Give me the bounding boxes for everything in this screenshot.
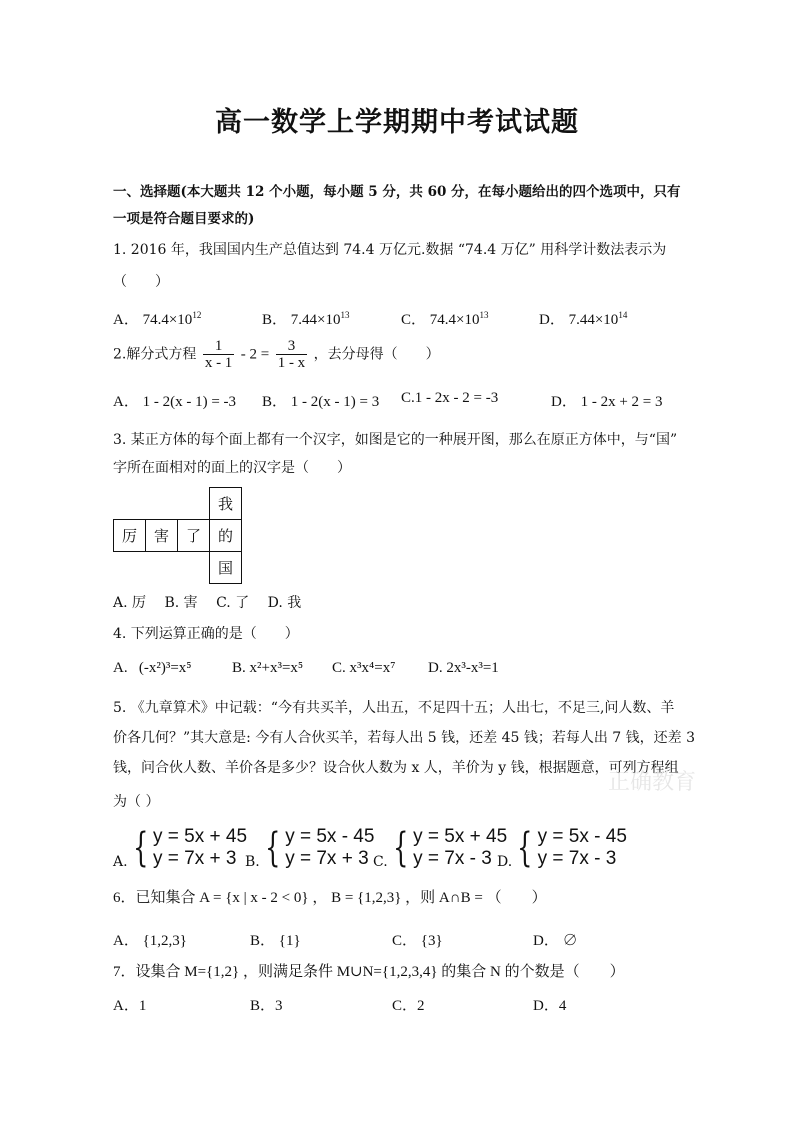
q7-option-a: A．1 — [113, 998, 147, 1014]
q2-option-c: C.1 - 2x - 2 = -3 — [401, 390, 499, 406]
q1-option-b: B． $7.44\times 10^{13}$ — [262, 310, 350, 328]
q2-fraction-1: $\frac{1}{x - 1}$ — [204, 338, 233, 371]
net-cell-guo: 国 — [210, 552, 242, 584]
q5-line3: 钱，问合伙人数、羊价各是多少？设合伙人数为 x 人，羊价为 y 钱，根据题意，可列方程组 — [113, 760, 679, 776]
q3-options: A. 厉 B. 害 C. 了 D. 我 — [113, 595, 302, 611]
q1-paren: （ ） — [113, 274, 169, 290]
net-cell-li: 厉 — [114, 520, 146, 552]
q5-line2: 价各几何？”其大意是: 今有人合伙买羊，若每人出 5 钱，还差 45 钱；若每人出 7 钱，还差 3 — [113, 730, 696, 746]
q5-line4: 为（ ） — [113, 794, 160, 810]
q6-option-b: B． {1} — [250, 933, 301, 949]
q5-line1: 5. 《九章算术》中记载：“今有共买羊，人出五，不足四十五；人出七，不足三,问人数、羊 — [113, 700, 675, 716]
q1-option-d: D． $7.44\times 10^{14}$ — [539, 310, 628, 328]
q2-option-d: D． 1 - 2x + 2 = 3 — [551, 394, 663, 410]
q6-option-a: A． {1,2,3} — [113, 933, 187, 949]
q6-option-d: D． ∅ — [533, 933, 578, 949]
q5-option-b: B. { y = 5x - 45 y = 7x + 3 — [245, 825, 375, 871]
section-header-line1: 一、选择题(本大题共 12 个小题，每小题 5 分，共 60 分，在每小题给出的四个选项中，只有 — [113, 184, 681, 200]
q4-text: 4. 下列运算正确的是（ ） — [113, 626, 299, 642]
q5-option-d: D. { y = 5x - 45 y = 7x - 3 — [497, 825, 627, 871]
q5-option-c: C. { y = 5x + 45 y = 7x - 3 — [373, 825, 508, 871]
page-title: 高一数学上学期期中考试试题 — [215, 107, 579, 138]
q7-option-d: D．4 — [533, 998, 567, 1014]
net-cell-hai: 害 — [146, 520, 178, 552]
q2-option-a: A． 1 - 2(x - 1) = -3 — [113, 394, 237, 410]
q3-line2: 字所在面相对的面上的汉字是（ ） — [113, 460, 351, 476]
q5-option-a: A. { y = 5x + 45 y = 7x + 3 — [113, 825, 248, 871]
q1-option-a: A． $74.4\times 10^{12}$ — [113, 310, 202, 328]
q1-option-c: C． $74.4\times 10^{13}$ — [401, 310, 489, 328]
q3-line1: 3. 某正方体的每个面上都有一个汉字，如图是它的一种展开图，那么在原正方体中，与“国” — [113, 432, 678, 448]
q4-option-c: C. x³x⁴=x⁷ — [332, 660, 396, 676]
section-header-line2: 一项是符合题目要求的) — [113, 211, 255, 227]
q7-text: 7．设集合 M={1,2} ，则满足条件 M∪N={1,2,3,4} 的集合 N 的个数是（ ） — [113, 964, 625, 980]
q4-option-a: A. (-x²)³=x⁵ — [113, 660, 192, 676]
q4-option-d: D. 2x³-x³=1 — [428, 660, 499, 676]
q7-option-c: C．2 — [392, 998, 425, 1014]
net-cell-wo: 我 — [210, 488, 242, 520]
q6-option-c: C． {3} — [392, 933, 443, 949]
q2-text: 2.解分式方程 $\frac{1}{x - 1}$ - 2 = $\frac{3}{1 - x}$ ，去分母得（ ） — [113, 338, 440, 371]
q1-text: 1. 2016 年，我国国内生产总值达到 74.4 万亿元.数据 “74.4 万亿” 用科学计数法表示为 — [113, 242, 667, 258]
q2-option-b: B． 1 - 2(x - 1) = 3 — [262, 394, 380, 410]
net-cell-de: 的 — [210, 520, 242, 552]
q6-text: 6．已知集合 A = {x | x - 2 < 0} ， B = {1,2,3} ，则 A∩B = （ ） — [113, 890, 547, 906]
watermark: 正确教育 — [608, 770, 697, 795]
q2-fraction-2: $\frac{3}{1 - x}$ — [277, 338, 306, 371]
q7-option-b: B．3 — [250, 998, 283, 1014]
cube-net-diagram — [113, 487, 242, 584]
net-cell-le: 了 — [178, 520, 210, 552]
q4-option-b: B. x²+x³=x⁵ — [232, 660, 304, 676]
